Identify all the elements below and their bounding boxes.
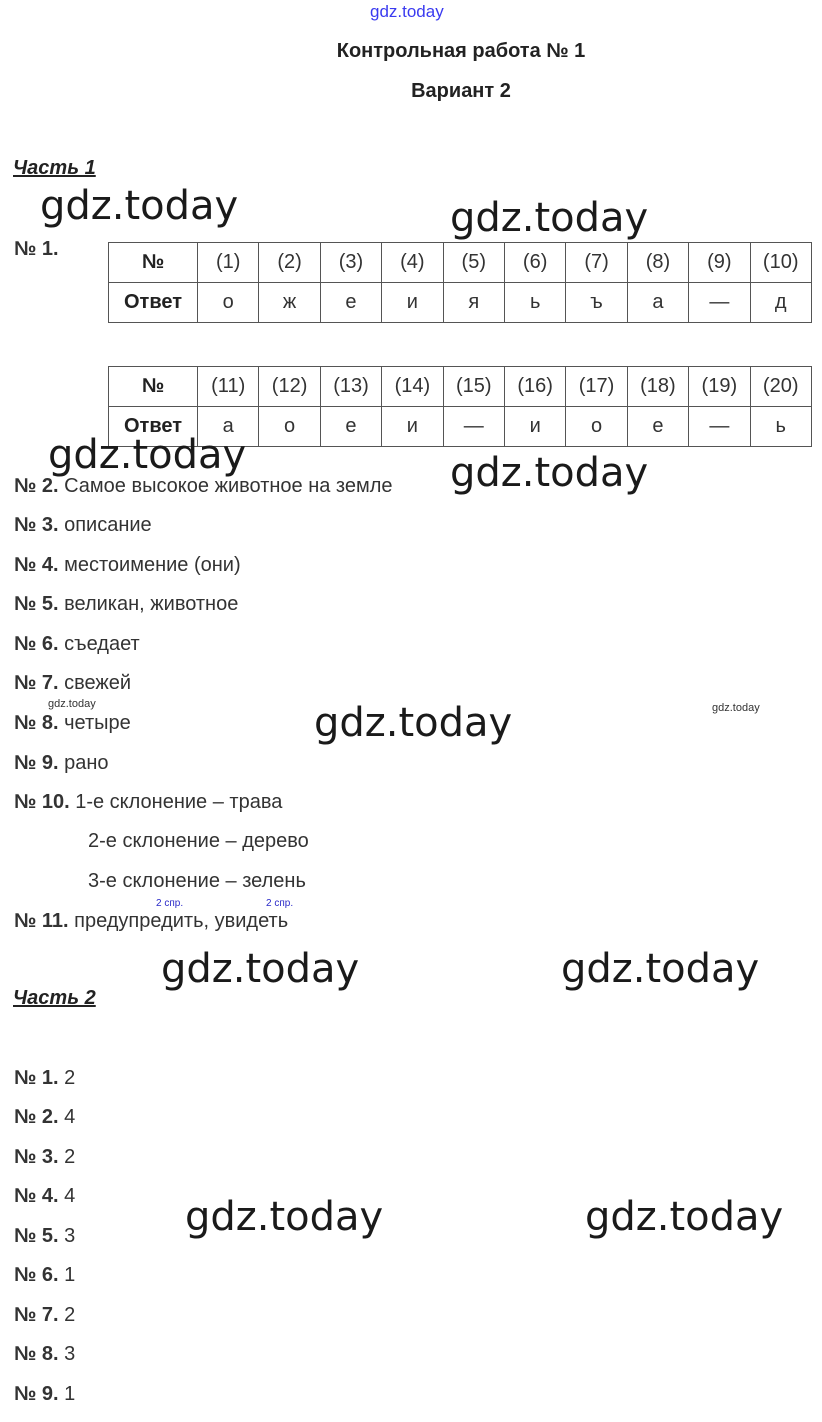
table-cell: я: [443, 283, 504, 323]
table-cell: о: [566, 407, 627, 447]
answer-line: № 7. 2: [14, 1304, 76, 1326]
table-cell: (19): [689, 367, 750, 407]
table-cell: (9): [689, 243, 750, 283]
table-cell: (10): [750, 243, 811, 283]
table-head-num: №: [109, 243, 198, 283]
watermark: gdz.today: [314, 700, 513, 746]
answer-line: № 9. рано: [14, 752, 109, 774]
table-cell: (8): [627, 243, 688, 283]
table-cell: е: [320, 407, 381, 447]
table-head-answer: Ответ: [109, 407, 198, 447]
answer-line: № 6. 1: [14, 1264, 76, 1286]
answer-line: № 10. 1-е склонение – трава: [14, 791, 283, 813]
table-cell: и: [382, 407, 443, 447]
table-cell: е: [320, 283, 381, 323]
watermark: gdz.today: [161, 946, 360, 992]
watermark: gdz.today: [561, 946, 760, 992]
table-row: [109, 243, 812, 283]
conjugation-note: 2 спр.: [266, 898, 294, 909]
table-cell: (6): [504, 243, 565, 283]
watermark: gdz.today: [585, 1194, 784, 1240]
part1-heading: Часть 1: [13, 157, 96, 179]
table-cell: д: [750, 283, 811, 323]
watermark: gdz.today: [40, 183, 239, 229]
table-head-answer: Ответ: [109, 283, 198, 323]
answer-line: 2-е склонение – дерево: [88, 830, 309, 852]
table-cell: (3): [320, 243, 381, 283]
table-cell: —: [689, 283, 750, 323]
table-cell: (4): [382, 243, 443, 283]
table-cell: ь: [504, 283, 565, 323]
table-cell: (16): [504, 367, 565, 407]
table-cell: и: [504, 407, 565, 447]
table-cell: (14): [382, 367, 443, 407]
table-cell: а: [198, 407, 259, 447]
answer-line: № 8. 3: [14, 1343, 76, 1365]
watermark: gdz.today: [450, 450, 649, 496]
table-cell: ж: [259, 283, 320, 323]
table-cell: (15): [443, 367, 504, 407]
answer-line: № 5. 3: [14, 1225, 76, 1247]
table-cell: —: [689, 407, 750, 447]
table-cell: ь: [750, 407, 811, 447]
part2-heading: Часть 2: [13, 987, 96, 1009]
table-cell: (18): [627, 367, 688, 407]
answer-line: № 1. 2: [14, 1067, 76, 1089]
table-cell: (13): [320, 367, 381, 407]
answer-line: № 9. 1: [14, 1383, 76, 1405]
table-cell: ъ: [566, 283, 627, 323]
table-head-num: №: [109, 367, 198, 407]
answer-table-1: [108, 242, 812, 323]
answer-line: 3-е склонение – зелень: [88, 870, 306, 892]
q1-label: № 1.: [14, 238, 59, 260]
table-cell: е: [627, 407, 688, 447]
answer-line: № 3. 2: [14, 1146, 76, 1168]
table-cell: о: [198, 283, 259, 323]
answer-line: № 2. 4: [14, 1106, 76, 1128]
table-cell: (1): [198, 243, 259, 283]
watermark: gdz.today: [712, 702, 760, 714]
table-cell: —: [443, 407, 504, 447]
table-cell: (11): [198, 367, 259, 407]
answer-line: № 6. съедает: [14, 633, 140, 655]
variant-title: Вариант 2: [411, 80, 511, 102]
table-cell: (20): [750, 367, 811, 407]
table-cell: и: [382, 283, 443, 323]
answer-line: № 2. Самое высокое животное на земле: [14, 475, 393, 497]
answer-line: № 4. местоимение (они): [14, 554, 241, 576]
answer-line: № 4. 4: [14, 1185, 76, 1207]
watermark: gdz.today: [48, 432, 247, 478]
answer-line: № 8. четыре: [14, 712, 131, 734]
table-cell: о: [259, 407, 320, 447]
header-watermark: gdz.today: [370, 2, 444, 21]
answer-line: № 7. свежей: [14, 672, 132, 694]
watermark: gdz.today: [450, 195, 649, 241]
table-row: [109, 283, 812, 323]
table-cell: (5): [443, 243, 504, 283]
table-cell: (17): [566, 367, 627, 407]
watermark: gdz.today: [185, 1194, 384, 1240]
answer-line: № 5. великан, животное: [14, 593, 239, 615]
table-cell: (12): [259, 367, 320, 407]
table-row: [109, 367, 812, 407]
answer-line: № 11. предупредить, увидеть: [14, 910, 289, 932]
table-cell: (2): [259, 243, 320, 283]
watermark: gdz.today: [48, 698, 96, 710]
table-cell: (7): [566, 243, 627, 283]
conjugation-note: 2 спр.: [156, 898, 184, 909]
table-cell: а: [627, 283, 688, 323]
answer-line: № 3. описание: [14, 514, 152, 536]
page-title: Контрольная работа № 1: [336, 40, 586, 62]
